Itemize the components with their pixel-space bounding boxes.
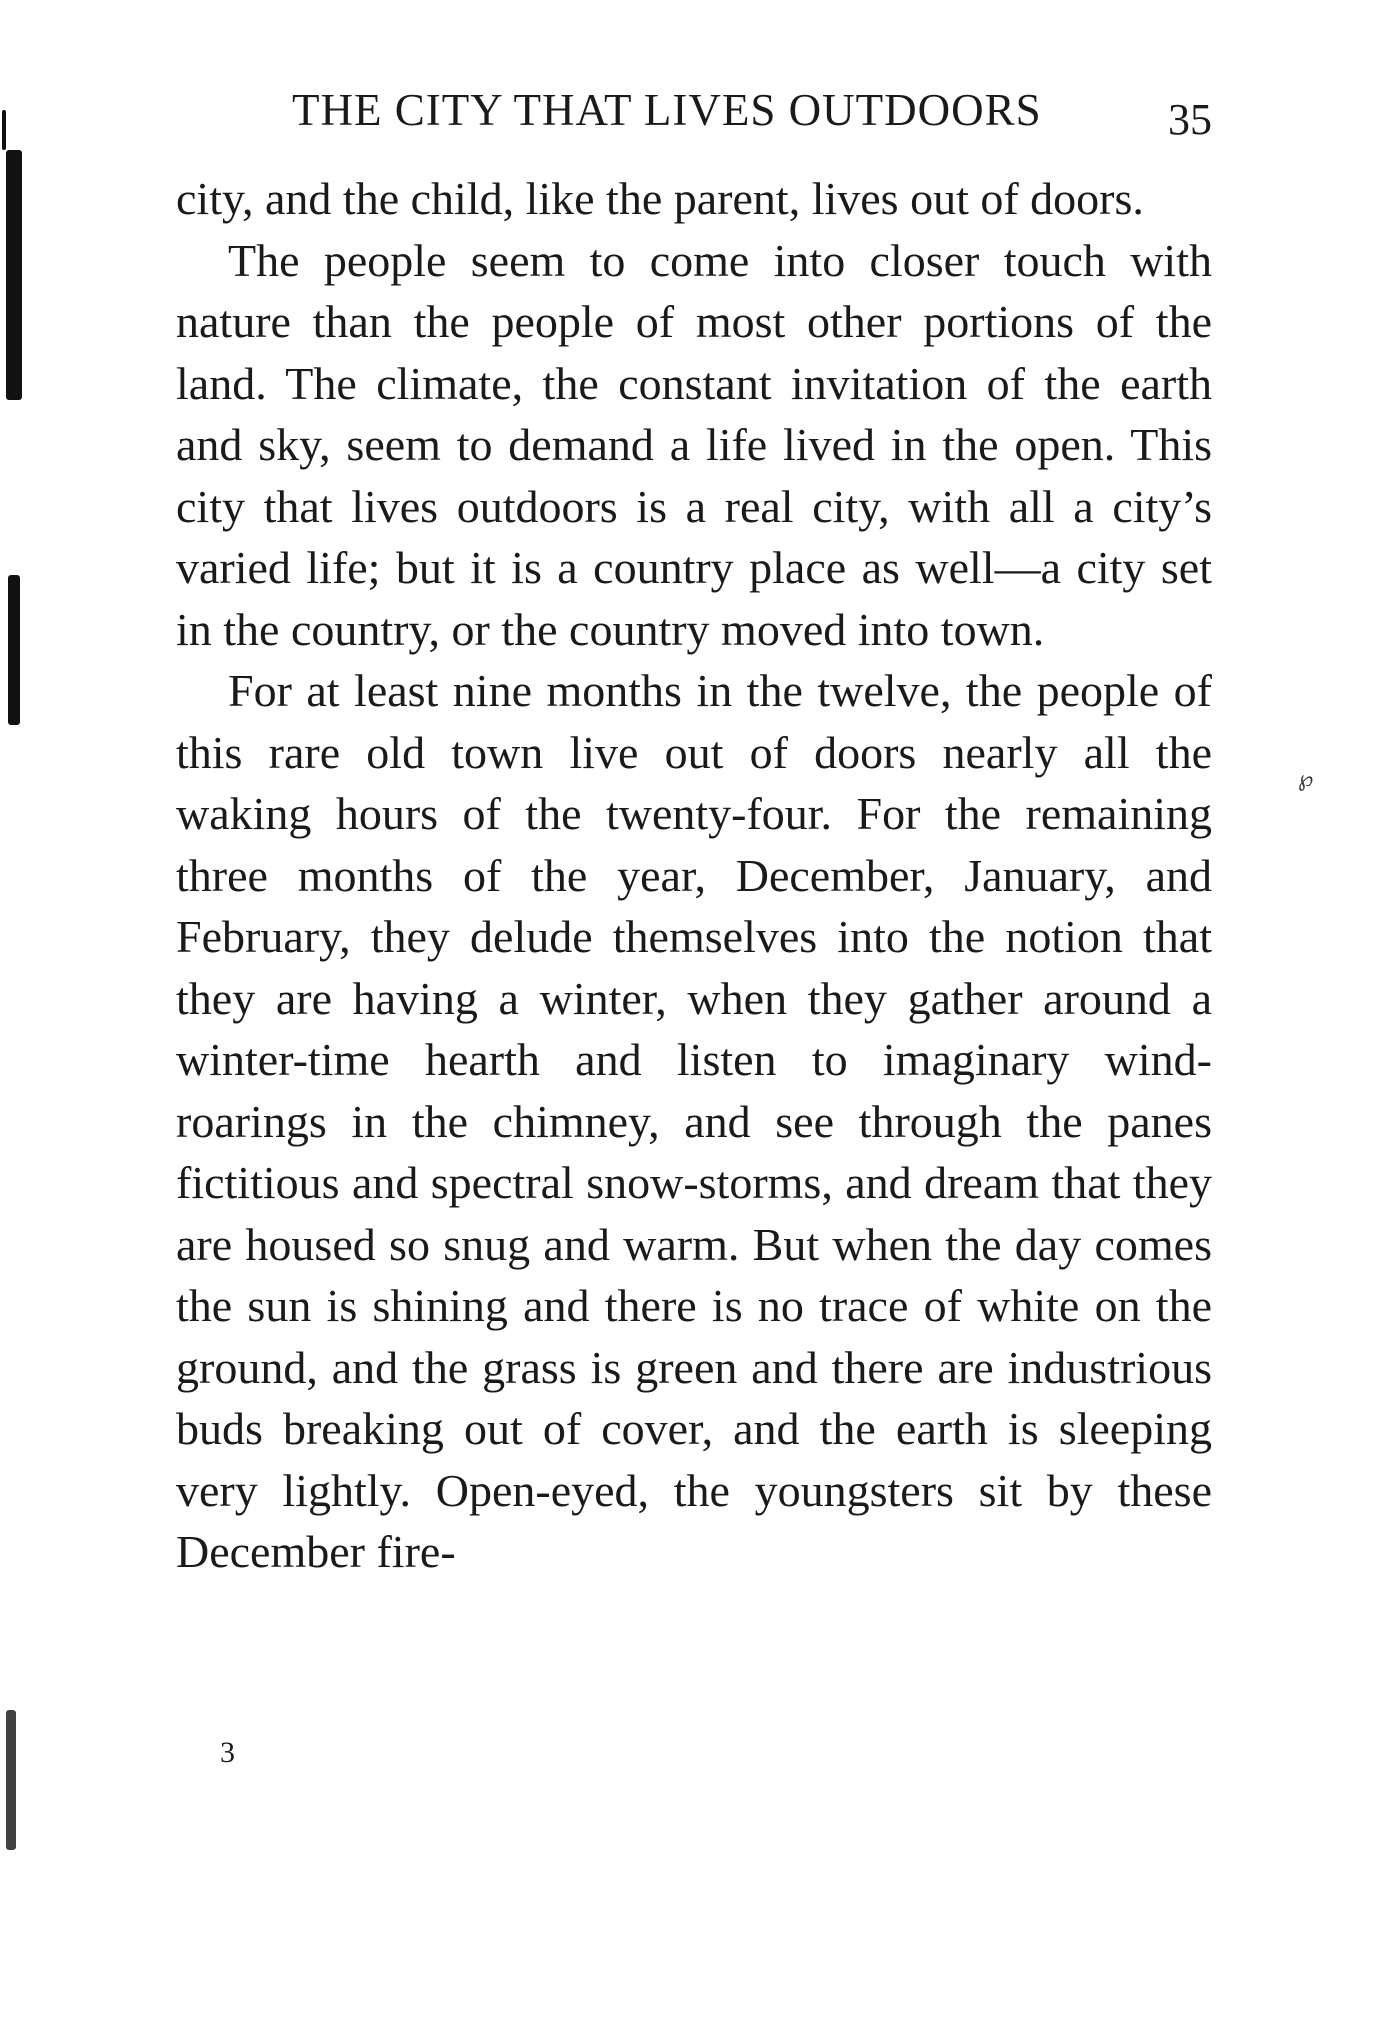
scan-edge-mark xyxy=(6,1710,16,1850)
paragraph: For at least nine months in the twelve, the people of this rare old town live out of doors nearly all the waking hours of the twenty-four. For the remaining three months of the year, December, January, and February, they delude themselves into the notion that they are having a winter, when they gather around a winter-time hearth and listen to imaginary wind-roarings in the chimney, and see through the panes fictitious and spectral snow-storms, and dream that they are housed so snug and warm. But when the day comes the sun is shining and there is no trace of white on the ground, and the grass is green and there are industrious buds breaking out of cover, and the earth is sleeping very lightly. Open-eyed, the youngsters sit by these December fire- xyxy=(176,665,1212,1577)
body-text xyxy=(176,168,1212,1583)
running-head: THE CITY THAT LIVES OUTDOORS xyxy=(292,85,1042,135)
signature-mark: 3 xyxy=(220,1736,235,1769)
paragraph: The people seem to come into closer touch with nature than the people of most other portions of the land. The climate, the constant invitation of the earth and sky, seem to demand a life lived in the open. This city that lives outdoors is a real city, with all a city’s varied life; but it is a country place as well—a city set in the country, or the country moved into town. xyxy=(176,234,1212,655)
scan-edge-mark xyxy=(2,110,6,150)
scan-edge-mark xyxy=(6,150,22,400)
scan-edge-mark xyxy=(8,575,20,725)
paragraph: city, and the child, like the parent, lives out of doors. xyxy=(176,173,1144,224)
page-number: 35 xyxy=(1168,95,1212,144)
stray-ink-mark-icon: ℘ xyxy=(1298,766,1314,791)
